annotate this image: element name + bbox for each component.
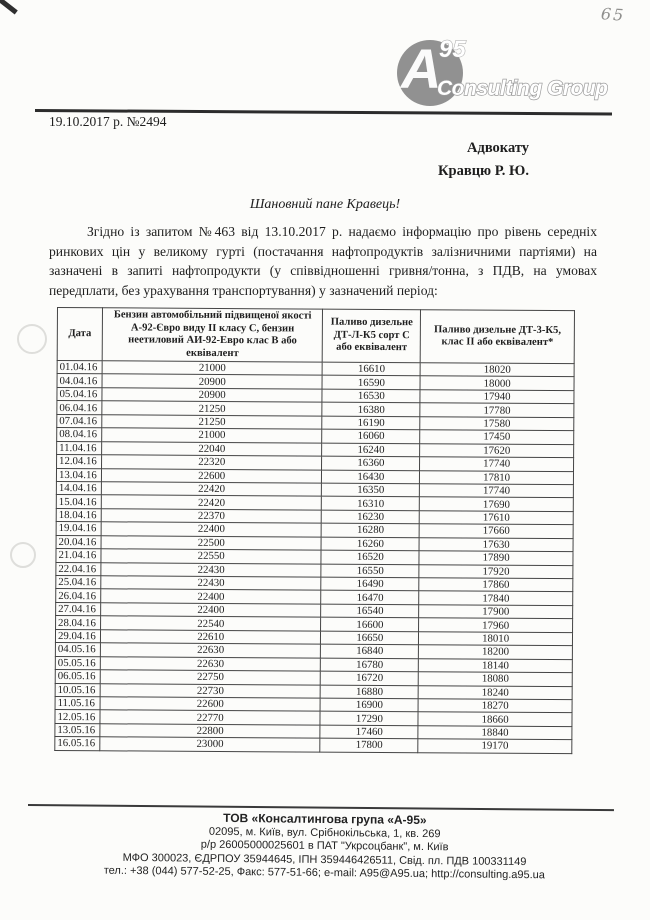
price-cell: 17580 (420, 416, 574, 430)
table-row (55, 737, 572, 754)
price-cell: 17800 (320, 738, 418, 752)
footer-address: 02095, м. Київ, вул. Срібнокільська, 1, кв. 269 (208, 825, 441, 840)
price-cell: 16380 (322, 402, 420, 416)
price-cell: 16280 (322, 523, 420, 537)
scan-artifact-mark (0, 0, 18, 14)
price-cell: 16650 (321, 631, 419, 645)
price-cell: 16470 (321, 591, 419, 605)
price-cell: 17460 (320, 725, 418, 739)
date-cell: 04.05.16 (55, 643, 100, 657)
price-cell: 17890 (419, 551, 573, 565)
price-cell: 16780 (321, 658, 419, 672)
price-cell: 21000 (102, 428, 323, 443)
price-cell: 16310 (322, 496, 420, 510)
date-cell: 14.04.16 (56, 481, 101, 495)
date-cell: 12.05.16 (55, 710, 100, 724)
date-cell: 27.04.16 (56, 602, 101, 616)
price-cell: 22400 (101, 589, 322, 604)
price-cell: 22400 (101, 603, 322, 618)
price-cell: 18240 (418, 685, 572, 699)
price-cell: 16240 (322, 443, 420, 457)
price-cell: 17290 (320, 711, 418, 725)
date-cell: 21.04.16 (56, 549, 101, 563)
date-cell: 28.04.16 (56, 616, 101, 630)
addressee-title: Адвокату (467, 140, 529, 156)
price-cell: 16880 (321, 685, 419, 699)
price-cell: 17690 (420, 497, 574, 511)
salutation: Шановний пане Кравець! (249, 197, 401, 212)
price-cell: 17940 (420, 390, 574, 404)
hole-punch-bottom-icon (10, 542, 36, 568)
price-cell: 22630 (100, 656, 321, 671)
price-cell: 22770 (100, 710, 321, 725)
price-cell: 17620 (420, 443, 574, 457)
price-cell: 16590 (322, 376, 420, 390)
addressee-block (327, 137, 529, 183)
price-cell: 22550 (101, 549, 322, 564)
date-cell: 01.04.16 (57, 361, 102, 375)
date-cell: 13.04.16 (56, 468, 101, 482)
date-cell: 10.05.16 (55, 683, 100, 697)
logo-number-95: 95 (439, 36, 466, 63)
hole-punch-top-icon (17, 324, 47, 354)
date-cell: 04.04.16 (57, 374, 102, 388)
date-cell: 22.04.16 (56, 562, 101, 576)
date-cell: 06.04.16 (57, 401, 102, 415)
price-cell: 22600 (100, 697, 321, 712)
price-cell: 16550 (321, 564, 419, 578)
date-cell: 05.05.16 (55, 656, 100, 670)
price-table-body (55, 361, 574, 754)
price-cell: 22370 (101, 509, 322, 524)
price-cell: 21000 (102, 361, 323, 376)
logo-wordmark: Consulting Group (437, 77, 608, 100)
table-header-diesel-dtz: Паливо дизельне ДТ-3-К5, клас II або еквівалент* (420, 310, 574, 364)
date-cell: 20.04.16 (56, 535, 101, 549)
table-header-date: Дата (57, 308, 102, 361)
price-cell: 17810 (420, 470, 574, 484)
price-cell: 20900 (102, 388, 323, 403)
price-cell: 16520 (321, 550, 419, 564)
price-cell: 17840 (419, 591, 573, 605)
addressee-name: Кравцю Р. Ю. (438, 163, 529, 179)
price-cell: 18660 (418, 712, 572, 726)
logo-letter-a: A (401, 37, 442, 100)
price-cell: 16260 (321, 537, 419, 551)
date-cell: 11.05.16 (55, 696, 100, 710)
price-cell: 17900 (419, 605, 573, 619)
date-cell: 05.04.16 (57, 387, 102, 401)
price-cell: 22540 (101, 616, 322, 631)
date-cell: 06.05.16 (55, 670, 100, 684)
price-cell: 16060 (322, 429, 420, 443)
footer-block (39, 810, 610, 884)
table-header-diesel-dtl: Паливо дизельне ДТ-Л-К5 сорт С або еквівалент (323, 309, 421, 363)
date-cell: 26.04.16 (56, 589, 101, 603)
date-cell: 13.05.16 (55, 723, 100, 737)
footer-registration: МФО 300023, ЄДРПОУ 35944645, ІПН 359446426511, Свід. пл. ПДВ 100331149 (122, 851, 527, 868)
price-cell: 22730 (100, 683, 321, 698)
date-cell: 29.04.16 (55, 629, 100, 643)
footer-company-name: ТОВ «Консалтингова група «А-95» (223, 810, 427, 828)
price-cell: 16900 (320, 698, 418, 712)
date-cell: 15.04.16 (56, 495, 101, 509)
date-cell: 19.04.16 (56, 522, 101, 536)
price-cell: 17740 (420, 457, 574, 471)
price-cell: 18200 (419, 645, 573, 659)
price-cell: 22420 (101, 482, 322, 497)
price-cell: 22500 (101, 535, 322, 550)
price-cell: 16490 (321, 577, 419, 591)
price-cell: 18270 (418, 699, 572, 713)
date-cell: 25.04.16 (56, 575, 101, 589)
price-cell: 18840 (418, 726, 572, 740)
price-cell: 22630 (100, 643, 321, 658)
price-cell: 20900 (102, 374, 323, 389)
price-cell: 16430 (322, 470, 420, 484)
price-cell: 18000 (420, 376, 574, 390)
price-cell: 17920 (419, 564, 573, 578)
handwritten-page-number: 65 (600, 4, 626, 25)
price-cell: 17960 (419, 618, 573, 632)
price-cell: 22400 (101, 522, 322, 537)
price-cell: 17660 (419, 524, 573, 538)
header-row (57, 308, 574, 364)
price-cell: 16720 (321, 671, 419, 685)
body-paragraph: Згідно із запитом №463 від 13.10.2017 р. надаємо інформацію про рівень середніх ринкових цін у великому гурті (постачання нафтопродуктів залізничними партіями) на зазначені в запиті нафтопродукти (у співвідношенні гривня/тонна, з ПДВ, на умовах передплати, без урахування транспортування) у зазначений період: (49, 224, 597, 298)
company-logo (395, 36, 608, 108)
date-cell: 11.04.16 (57, 441, 102, 455)
price-cell: 18140 (419, 658, 573, 672)
price-cell: 18080 (418, 672, 572, 686)
price-cell: 17450 (420, 430, 574, 444)
price-cell: 18020 (420, 363, 574, 377)
date-cell: 08.04.16 (57, 428, 102, 442)
price-cell: 16350 (322, 483, 420, 497)
date-cell: 07.04.16 (57, 414, 102, 428)
price-cell: 16530 (322, 389, 420, 403)
price-cell: 22610 (100, 630, 321, 645)
price-cell: 17860 (419, 578, 573, 592)
table-header-petrol-a92: Бензин автомобільний підвищеної якості А-92-Євро виду II класу С, бензин неетиловий АИ-92-Евро клас В або еквівалент (102, 308, 323, 362)
price-cell: 19170 (418, 739, 572, 753)
date-cell: 16.05.16 (55, 737, 100, 751)
price-cell: 22750 (100, 670, 321, 685)
price-cell: 22040 (102, 441, 323, 456)
price-cell: 17630 (419, 537, 573, 551)
footer-contacts: тел.: +38 (044) 577-52-25, Факс: 577-51-66; e-mail: A95@A95.ua; http://consulting.a95.ua (103, 865, 545, 882)
price-cell: 22320 (102, 455, 323, 470)
reference-line: 19.10.2017 р. №2494 (49, 114, 167, 129)
price-cell: 16610 (323, 362, 421, 376)
price-cell: 16190 (322, 416, 420, 430)
price-table-header (57, 308, 574, 364)
footer-bank-account: р/р 26005000025601 в ПАТ "Укрсоцбанк", м. Київ (200, 838, 449, 854)
price-cell: 23000 (100, 737, 321, 752)
price-table (54, 307, 575, 754)
price-cell: 17780 (420, 403, 574, 417)
price-cell: 22430 (101, 562, 322, 577)
date-cell: 12.04.16 (57, 455, 102, 469)
price-cell: 22430 (101, 576, 322, 591)
price-cell: 17740 (420, 484, 574, 498)
price-cell: 16360 (322, 456, 420, 470)
price-cell: 22420 (101, 495, 322, 510)
price-cell: 22800 (100, 724, 321, 739)
price-cell: 16230 (322, 510, 420, 524)
price-cell: 17610 (419, 511, 573, 525)
price-cell: 16600 (321, 617, 419, 631)
price-cell: 18010 (419, 631, 573, 645)
price-cell: 21250 (102, 401, 323, 416)
price-cell: 21250 (102, 415, 323, 430)
price-cell: 22600 (101, 468, 322, 483)
price-cell: 16540 (321, 604, 419, 618)
price-cell: 16840 (321, 644, 419, 658)
date-cell: 18.04.16 (56, 508, 101, 522)
